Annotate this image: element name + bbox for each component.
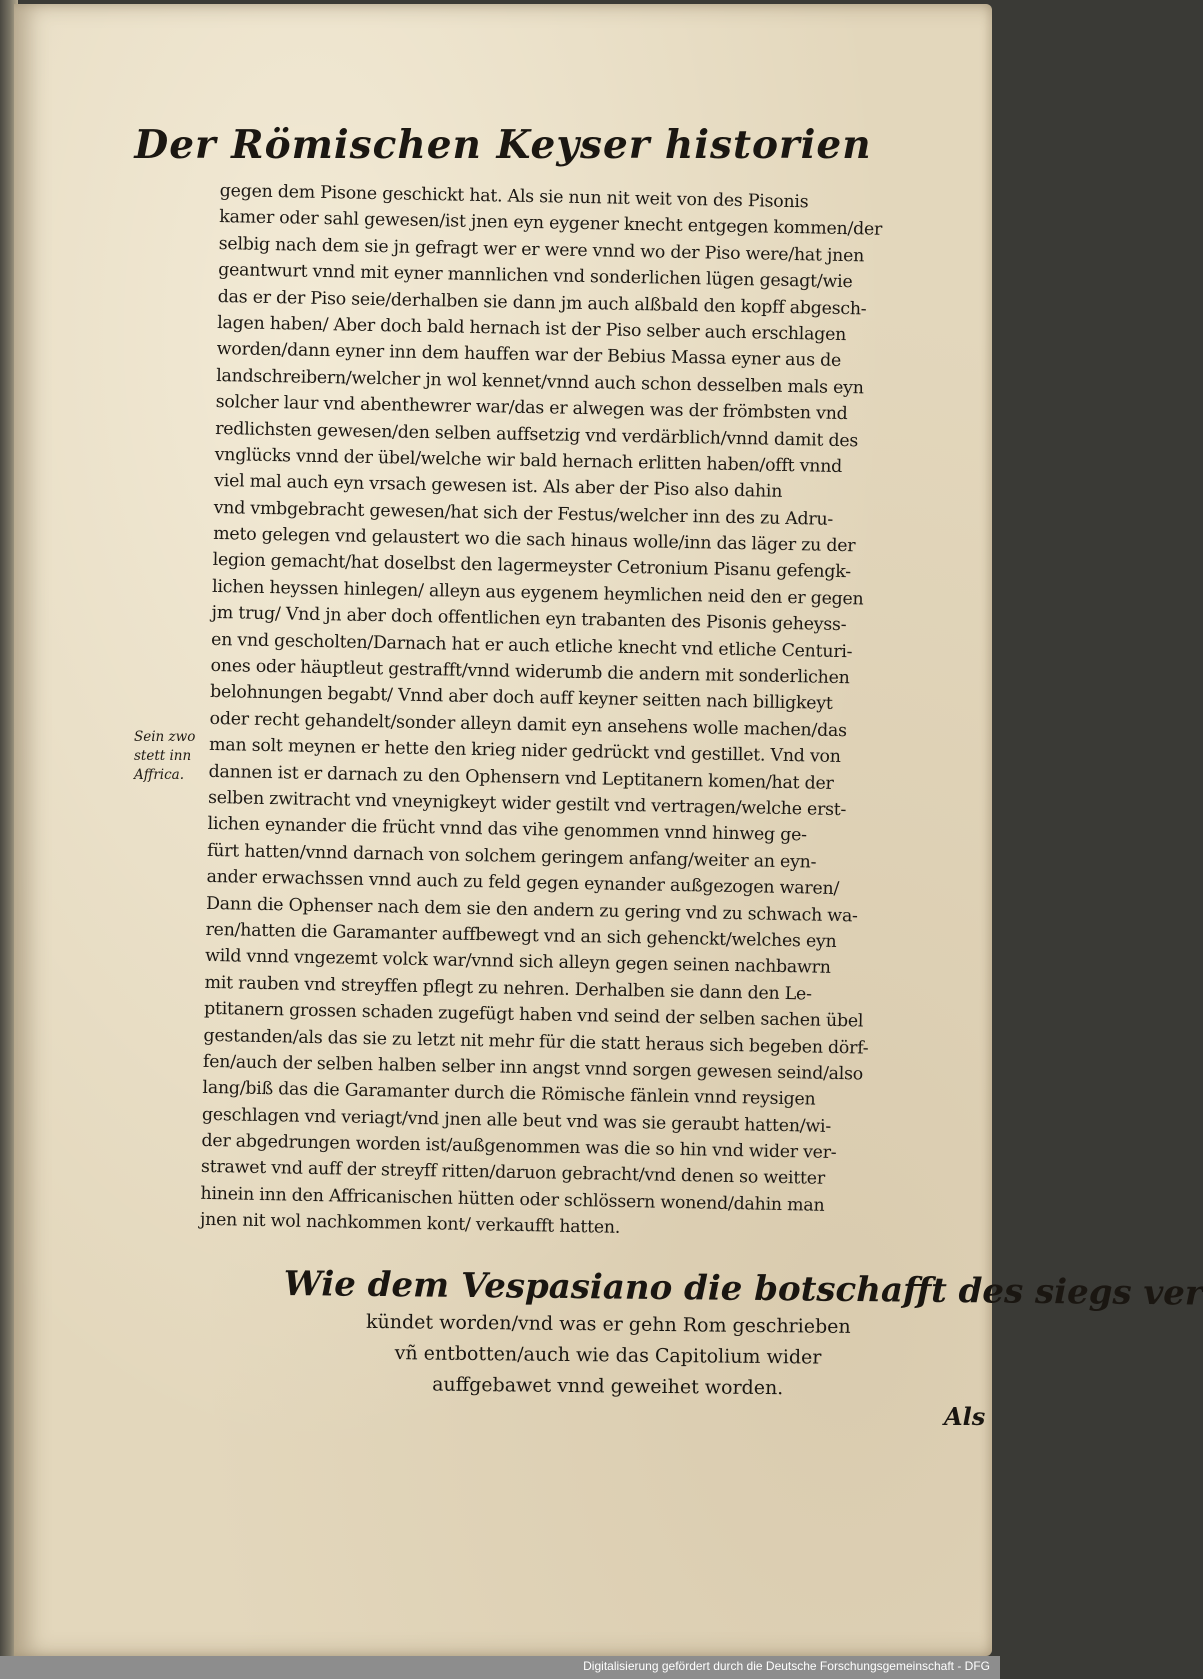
body-line: fürt hatten/vnnd darnach von solchem geringem anfang/weiter an eyn- (206, 840, 817, 873)
marginal-note (134, 728, 216, 785)
body-line: solcher laur vnd abenthewrer war/das er alwegen was der frömbsten vnd (215, 392, 848, 425)
body-line: vnglücks vnnd der übel/welche wir bald hernach erlitten haben/offt vnnd (214, 444, 843, 477)
body-line: hinein inn den Affricanischen hütten oder schlössern wonend/dahin man (200, 1183, 825, 1216)
book-page (14, 4, 1203, 1656)
chapter-heading-line: vñ entbotten/auch wie das Capitolium wider (394, 1342, 822, 1369)
body-line: redlichsten gewesen/den selben auffsetzig vnd verdärblich/vnnd damit des (214, 418, 859, 451)
chapter-heading (283, 1262, 1203, 1406)
body-line: ander erwachssen vnnd auch zu feld gegen eynander außgezogen waren/ (206, 867, 840, 900)
body-line: ptitanern grossen schaden zugefügt haben vnd seind der selben sachen übel (203, 998, 864, 1032)
body-line: selben zwitracht vnd vneynigkeyt wider gestilt vnd vertragen/welche erst- (207, 787, 847, 821)
body-line: geschlagen vnd veriagt/vnd jnen alle beut vnd was sie geraubt hatten/wi- (201, 1104, 832, 1137)
body-line: worden/dann eyner inn dem hauffen war der Bebius Massa eyner aus de (216, 339, 842, 372)
body-line: gestanden/als das sie zu letzt nit mehr für die statt heraus sich begeben dörf- (203, 1025, 869, 1059)
body-line: en vnd gescholten/Darnach hat er auch etliche knecht vnd etliche Centuri- (210, 629, 853, 662)
body-line: belohnungen begabt/ Vnnd aber doch auff keyner seitten nach billigkeyt (209, 682, 833, 715)
body-line: vnd vmbgebracht gewesen/hat sich der Festus/welcher inn des zu Adru- (213, 497, 834, 530)
body-line: oder recht gehandelt/sonder alleyn damit eyn ansehens wolle machen/das (209, 708, 847, 741)
body-line: selbig nach dem sie jn gefragt wer er were vnnd wo der Piso were/hat jnen (218, 233, 865, 267)
body-line: man solt meynen er hette den krieg nider gedrückt vnd gestillet. Vnd von (208, 735, 841, 768)
marginal-note-line: Affrica. (134, 767, 184, 783)
body-line: fen/auch der selben halben selber inn angst vnnd sorgen gewesen seind/also (202, 1051, 864, 1085)
body-line: jm trug/ Vnd jn aber doch offentlichen eyn trabanten des Pisonis geheyss- (211, 603, 847, 636)
body-line: meto gelegen vnd gelaustert wo die sach hinaus wolle/inn das läger zu der (212, 524, 856, 557)
running-head: Der Römischen Keyser historien (134, 122, 872, 168)
body-line: jnen nit wol nachkommen kont/ verkaufft hatten. (199, 1210, 621, 1239)
body-line: Dann die Ophenser nach dem sie den andern zu gering vnd zu schwach wa- (205, 893, 858, 926)
body-line: viel mal auch eyn vrsach gewesen ist. Als aber der Piso also dahin (213, 471, 783, 503)
body-line: der abgedrungen worden ist/außgenommen was die so hin vnd wider ver- (201, 1130, 837, 1164)
body-line: ones oder häuptleut gestrafft/vnnd widerumb die andern mit sonderlichen (210, 655, 850, 689)
body-line: lagen haben/ Aber doch bald hernach ist der Piso selber auch erschlagen (217, 312, 847, 345)
body-line: dannen ist er darnach zu den Ophensern vnd Leptitanern komen/hat der (208, 761, 834, 794)
footer-credit: Digitalisierung gefördert durch die Deutsche Forschungsgemeinschaft - DFG (583, 1659, 990, 1673)
marginal-note-line: Sein zwo (134, 729, 196, 745)
chapter-heading-line: kündet worden/vnd was er gehn Rom geschrieben (365, 1310, 851, 1338)
catchword: Als (944, 1402, 986, 1431)
body-line: wild vnnd vngezemt volck war/vnnd sich alleyn gegen seinen nachbawrn (204, 946, 831, 979)
marginal-note-line: stett inn (134, 748, 192, 764)
footer-bar (0, 1656, 1000, 1679)
body-line: mit rauben vnd streyffen pflegt zu nehren. Derhalben sie dann den Le- (204, 972, 812, 1005)
body-text (200, 178, 956, 1248)
body-line: landschreibern/welcher jn wol kennet/vnnd auch schon desselben mals eyn (216, 365, 864, 399)
body-line: strawet vnd auff der streyff ritten/daruon gebracht/vnd denen so weitter (200, 1157, 826, 1190)
body-line: legion gemacht/hat doselbst den lagermeyster Cetronium Pisanu gefengk- (212, 550, 851, 583)
body-line: lichen heyssen hinlegen/ alleyn aus eygenem heymlichen neid den er gegen (211, 576, 864, 610)
body-line: lichen eynander die frücht vnnd das vihe genommen vnnd hinweg ge- (207, 814, 807, 846)
body-line: gegen dem Pisone geschickt hat. Als sie nun nit weit von des Pisonis (219, 180, 809, 213)
body-line: ren/hatten die Garamanter auffbewegt vnd an sich gehenckt/welches eyn (205, 919, 837, 952)
chapter-heading-line: Wie dem Vespasiano die botschafft des siegs ver (283, 1263, 1203, 1314)
body-line: lang/biß das die Garamanter durch die Römische fänlein vnnd reysigen (202, 1078, 816, 1110)
body-line: das er der Piso seie/derhalben sie dann jm auch alßbald den kopff abgesch- (217, 286, 867, 319)
body-line: geantwurt vnnd mit eyner mannlichen vnd sonderlichen lügen gesagt/wie (218, 260, 853, 293)
body-line: kamer oder sahl gewesen/ist jnen eyn eygener knecht entgegen kommen/der (219, 207, 883, 241)
chapter-heading-line: auffgebawet vnnd geweihet worden. (432, 1373, 784, 1400)
